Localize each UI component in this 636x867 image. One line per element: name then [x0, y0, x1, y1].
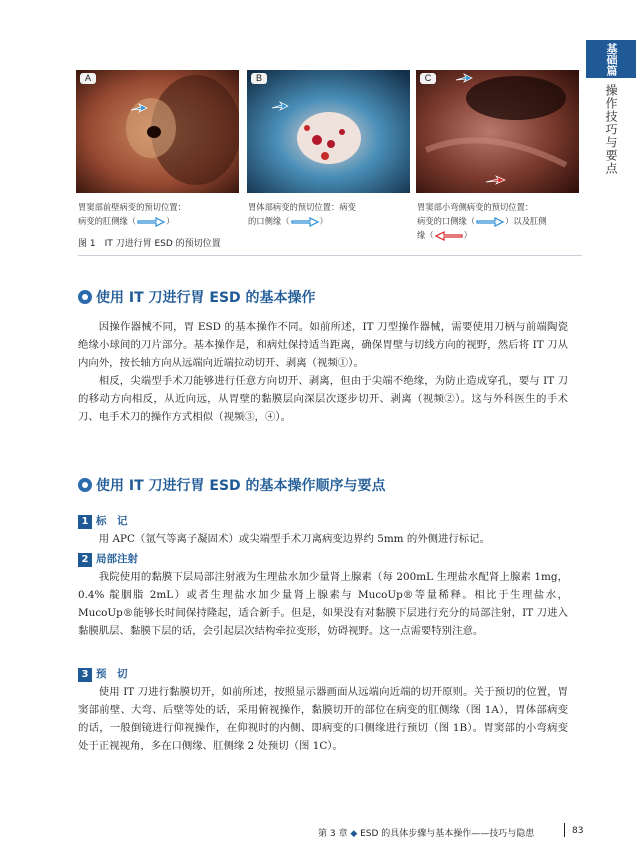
item-title: 局部注射 [96, 553, 138, 565]
section-tab: 基础篇 [586, 40, 636, 78]
item-title: 标 记 [96, 515, 128, 527]
caption-text: ） [319, 216, 328, 226]
endoscopy-photo-a [76, 70, 239, 193]
footer-title: ESD 的具体步骤与基本操作——技巧与隐患 [360, 829, 535, 839]
footer-divider [564, 823, 565, 837]
red-arrow-icon [434, 231, 464, 241]
item-body [78, 568, 568, 640]
caption-c [417, 200, 582, 242]
panel-label: A [80, 73, 96, 84]
footer-chapter: 第 3 章 [318, 829, 348, 839]
caption-text: ） [166, 216, 175, 226]
panel-label: B [251, 73, 267, 84]
figure-title: 图 1 IT 刀进行胃 ESD 的预切位置 [78, 239, 221, 249]
section-heading-text: 使用 IT 刀进行胃 ESD 的基本操作顺序与要点 [96, 478, 386, 494]
caption-text: ） [463, 230, 472, 240]
photo-a-image [76, 70, 239, 193]
item-number: 2 [78, 553, 92, 567]
section1-body [78, 318, 568, 426]
photo-c-image [416, 70, 579, 193]
gear-bullet-icon [78, 290, 92, 304]
caption-text: 胃窦部小弯侧病变的预切位置： [417, 202, 534, 212]
caption-text: ）以及肛侧 [505, 216, 547, 226]
item-number: 1 [78, 515, 92, 529]
paragraph: 相反，尖端型手术刀能够进行任意方向切开、剥离，但由于尖端不绝缘，为防止造成穿孔，要与 IT 刀的移动方向相反，从近向远，从胃壁的黏膜层向深层次逐步切开、剥离（视频②）。这与外科医生的手术刀、电手术刀的操作方式相似（视频③，④）。 [78, 375, 568, 423]
item-heading [78, 513, 128, 529]
caption-text: 胃体部病变的预切位置：病变 [248, 202, 356, 212]
caption-text: 病变的口侧缘（ [417, 216, 476, 226]
gear-bullet-icon [78, 478, 92, 492]
caption-a [78, 200, 238, 228]
page-number: 83 [572, 826, 584, 836]
panel-label: C [420, 73, 436, 84]
item-body [78, 530, 568, 548]
caption-text: 病变的肛侧缘（ [78, 216, 137, 226]
caption-text: 胃窦部前壁病变的预切位置： [78, 202, 186, 212]
diamond-icon: ◆ [347, 829, 361, 839]
section-heading-text: 使用 IT 刀进行胃 ESD 的基本操作 [96, 290, 316, 306]
section-heading [78, 475, 386, 495]
paragraph: 使用 IT 刀进行黏膜切开，如前所述，按照显示器画面从远端向近端的切开原则。关于预切的位置，胃窦部前壁、大弯、后壁等处的话，采用俯视操作，黏膜切开的部位在病变的肛侧缘（图 1A），胃体部病变的话，一般倒镜进行仰视操作，在仰视时的内侧、即病变的口侧缘进行预切（图 1B）。胃窦部的小弯病变处于正视视角，多在口侧缘、肛侧缘 2 处预切（图 1C）。 [78, 686, 568, 752]
blue-arrow-icon [290, 217, 320, 227]
caption-text: 缘（ [417, 230, 434, 240]
item-heading [78, 666, 128, 682]
paragraph: 用 APC（氩气等离子凝固术）或尖端型手术刀离病变边界约 5mm 的外侧进行标记。 [98, 533, 490, 545]
photo-b-image [247, 70, 410, 193]
section-heading [78, 287, 316, 307]
section-subtitle: 操作技巧与要点 [604, 84, 618, 175]
item-heading [78, 551, 138, 567]
item-title: 预 切 [96, 668, 128, 680]
blue-arrow-icon [475, 217, 505, 227]
endoscopy-photo-b [247, 70, 410, 193]
paragraph: 因操作器械不同，胃 ESD 的基本操作不同。如前所述，IT 刀型操作器械，需要使用刀柄与前端陶瓷绝缘小球间的刀片部分。基本操作是，和病灶保持适当距离，确保胃壁与切线方向的视野，然后将 IT 刀从内向外，按长轴方向从远端向近端拉动切开、剥离（视频①）。 [78, 321, 568, 369]
page-footer [318, 826, 534, 839]
item-body [78, 683, 568, 755]
caption-b [248, 200, 408, 228]
caption-text: 的口侧缘（ [248, 216, 290, 226]
paragraph: 我院使用的黏膜下层局部注射液为生理盐水加少量肾上腺素（每 200mL 生理盐水配肾上腺素 1mg，0.4% 靛胭脂 2mL）或者生理盐水加少量肾上腺素与 MucoUp®等量稀释。相比于生理盐水，MucoUp®能够长时间保持隆起，适合新手。但是，如果没有对黏膜下层进行充分的局部注射，IT 刀进入黏膜肌层、黏膜下层的话，会引起层次结构牵拉变形，妨碍视野。这一点需要特别注意。 [78, 571, 568, 637]
divider [78, 255, 582, 256]
item-number: 3 [78, 668, 92, 682]
endoscopy-photo-c [416, 70, 579, 193]
blue-arrow-icon [136, 217, 166, 227]
